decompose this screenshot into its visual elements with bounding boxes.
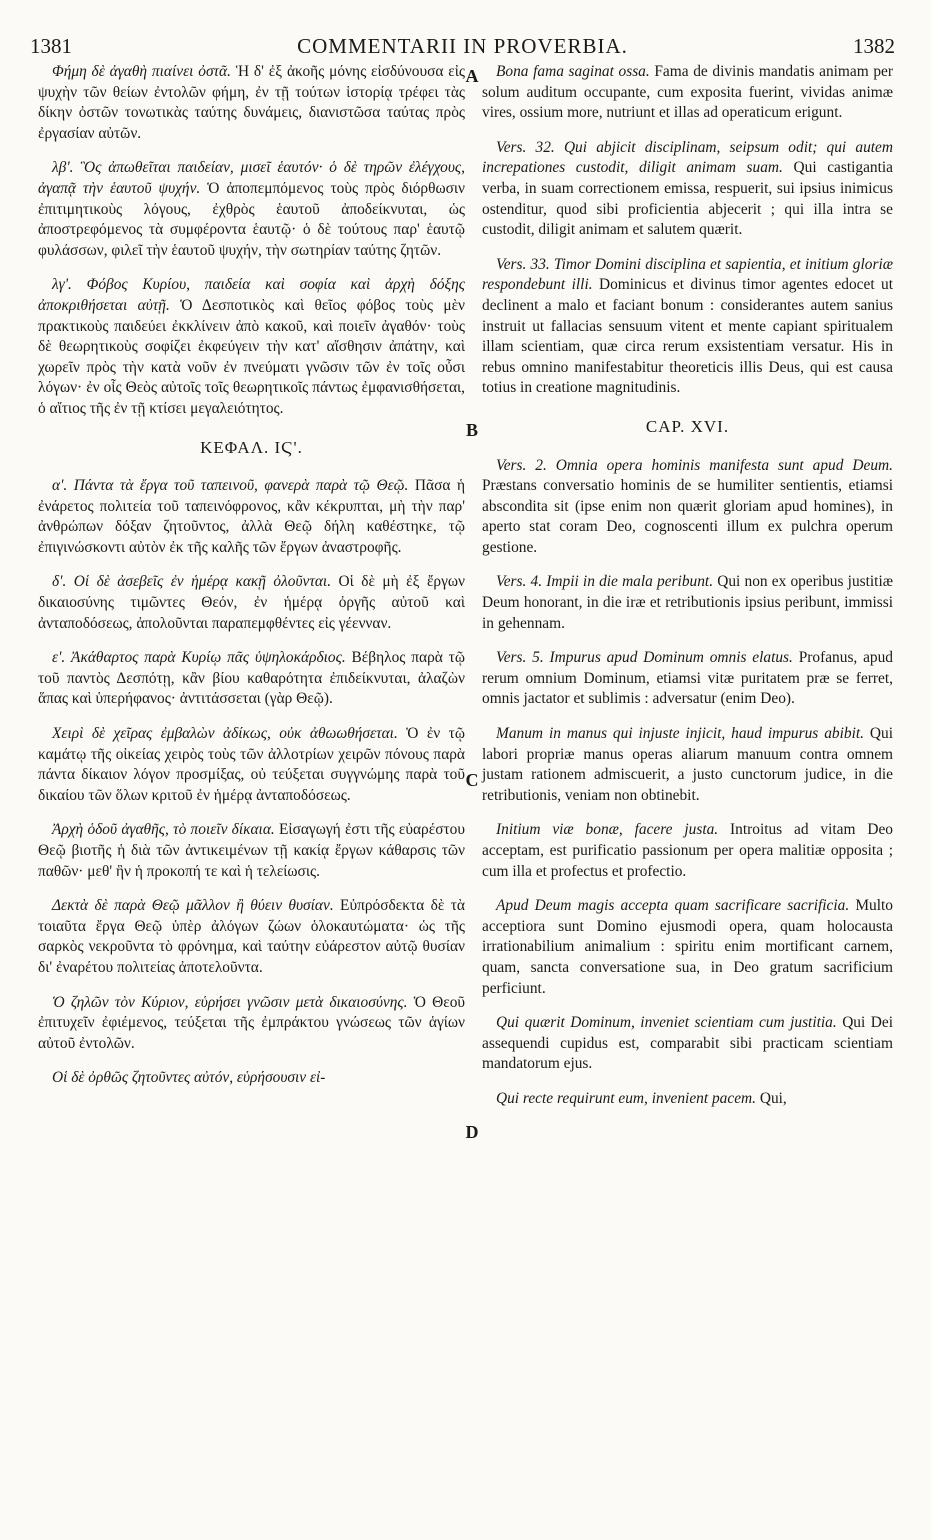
commentary-text: Qui non ex operibus justitiæ Deum honorant, in die iræ et retributionis ipsius peribunt, immissi in gehennam. [482, 573, 893, 632]
commentary-text: Introitus ad vitam Deo acceptam, est purificatio passionum per opera malitiæ opposita ; cum illa et profectus et profectio. [482, 821, 893, 880]
greek-paragraph [38, 648, 465, 710]
commentary-text: Βέβηλος παρὰ τῷ τοῦ παντὸς Δεσπότῃ, κἂν βίου καθαρότητα ἐπιδείκνυται, ἀλαζὼν ἅπας καὶ ὑπερήφανος· ἀντιτάσσεται (γὰρ Θεῷ). [38, 649, 465, 708]
greek-paragraph [38, 724, 465, 806]
verse-lemma: α'. Πάντα τὰ ἔργα τοῦ ταπεινοῦ, φανερὰ παρὰ τῷ Θεῷ. [52, 477, 409, 495]
margin-letter-a: A [465, 66, 479, 86]
commentary-text: Qui castigantia verba, in suam correctionem emissa, respuerit, sui ipsius inimicus ostenditur, quod sibi proficientia abjecerit ; qui illa intra se custodit, diligit animam et salutem quærit. [482, 159, 894, 239]
verse-lemma: Bona fama saginat ossa. [496, 63, 650, 80]
commentary-text: Ὁ ἐν τῷ καμάτῳ τῆς οἰκείας χειρὸς τοὺς τῶν ἀλλοτρίων χειρῶν πόνους παρὰ πάντα δίκαιον λόγον προσμίξας, οὐ τεύξεται συγγνώμης παρὰ τοῦ δικαίου τῶν ὅλων κριτοῦ ἐν ἡμέρᾳ ἀνταποδόσεως. [38, 725, 465, 804]
verse-lemma: Vers. 2. Omnia opera hominis manifesta sunt apud Deum. [496, 456, 893, 474]
latin-paragraph [482, 456, 893, 559]
latin-paragraph [482, 1013, 893, 1075]
greek-paragraph [38, 572, 465, 634]
greek-paragraph [38, 158, 465, 261]
verse-lemma: Δεκτὰ δὲ παρὰ Θεῷ μᾶλλον ἢ θύειν θυσίαν. [52, 897, 334, 915]
latin-paragraph [482, 820, 893, 882]
commentary-text: Ὁ Δεσποτικὸς καὶ θεῖος φόβος τοὺς μὲν πρακτικοὺς παιδεύει ἐκκλίνειν ἀπὸ κακοῦ, καὶ ποιεῖν ἀγαθόν· τοὺς δὲ θεωρητικοὺς σοφίζει ἐκφεύγειν τὴν κατ' αἴσθησιν ἀπάτην, καὶ χωρεῖν πρὸς τὴν κατὰ νοῦν ἐν πνεύματι γνῶσιν τῶν ἐν τοῖς οὖσι λόγων· ἐν οἷς Θεὸς αὐτοῖς τοῖς θεωρητικοῖς πάντως ἐμφανισθήσεται, ὁ αἴτιος τῆς ἐν τῇ κτίσει μεγαλειότητος. [38, 296, 466, 417]
commentary-text: Præstans conversatio hominis de se humiliter sentientis, etiamsi abscondita sit (ipse enim non quærit gloriam apud homines), in aperto stat coram Deo, cognoscenti illum ex pulchra operum gestione. [482, 477, 893, 556]
verse-lemma: Qui quærit Dominum, inveniet scientiam cum justitia. [496, 1014, 837, 1032]
commentary-text: Qui labori propriæ manus operas aliarum manuum contra omnem justam rationem admiscuerit, a justo cunctorum judice, in die retributionis, veniam non obtinebit. [482, 725, 893, 804]
verse-lemma: Ἀρχὴ ὁδοῦ ἀγαθῆς, τὸ ποιεῖν δίκαια. [52, 821, 275, 839]
running-title: COMMENTARII IN PROVERBIA. [297, 34, 628, 58]
commentary-text: Qui Dei assequendi cupidus est, comparabit sibi practicam scientiam mandatorum ejus. [482, 1014, 893, 1073]
left-page-number: 1381 [30, 34, 72, 58]
commentary-text: Πᾶσα ἡ ἐνάρετος πολιτεία τοῦ ταπεινόφρονος, κἂν κέκρυπται, μὴ τὴν παρ' ἀνθρώπων δόξαν ζητοῦντος, ἀλλὰ Θεῷ δήλη καθέστηκε, τῷ ἐπιγινώσκοντι αὐτὸν ἐκ τῆς καλῆς τῶν ἔργων ἀναστροφῆς. [38, 477, 465, 556]
latin-paragraph [482, 724, 893, 806]
commentary-text: Profanus, apud rerum omnium Dominum, etiamsi vitæ puritatem præ se ferret, omnis jactator et sublimis : adversatur (enim Deo). [482, 649, 893, 708]
greek-paragraph [38, 275, 465, 419]
latin-paragraph [482, 62, 893, 124]
commentary-text: Ἡ δ' ἐξ ἀκοῆς μόνης εἰσδύνουσα εἰς ψυχὴν τῶν θείων ἐντολῶν φήμη, ἐν τῇ τούτων ἱστορίᾳ τρέφει τὰς δίκην ὀστῶν τονωτικὰς ταύτης δυνάμεις, διανιστῶσα ταύτας πρὸς ἐργασίαν αὐτῶν. [38, 63, 465, 142]
greek-paragraph [38, 820, 465, 882]
greek-paragraph [38, 62, 465, 144]
verse-lemma: δ'. Οἱ δὲ ἀσεβεῖς ἐν ἡμέρᾳ κακῇ ὀλοῦνται. [52, 573, 332, 591]
commentary-text: Εἰσαγωγή ἐστι τῆς εὐαρέστου Θεῷ βιοτῆς ἡ διὰ τῶν ἀντικειμένων τῇ κακίᾳ ἔργων κάθαρσις τῶν παθῶν· μεθ' ἣν ἡ προκοπή τε καὶ ἡ τελείωσις. [38, 821, 465, 880]
latin-paragraph [482, 648, 893, 710]
verse-lemma: Χειρὶ δὲ χεῖρας ἐμβαλὼν ἀδίκως, οὐκ ἀθωωθήσεται. [52, 725, 398, 743]
margin-letter-d: D [465, 1122, 479, 1142]
latin-paragraph [482, 896, 893, 999]
commentary-text: Dominicus et divinus timor agentes edocet ut declinent a malo et faciant bonum : considerantes autem sanius instruit ut fallacias sensuum vitent et mente capiant spiritualem illam scientiam, quæ circa rerum exsistentiam versatur. His in rebus omnino manifestabitur theoreticis illis Deus, qui est causa totius in creatione magnitudinis. [482, 276, 893, 397]
commentary-text: Multo acceptiora sunt Domino ejusmodi opera, quam holocausta irrationabilium animalium : spiritu enim mortificant carnem, quam, sancta conversatione sua, in Deo gratum sacrificium perficiunt. [482, 897, 894, 997]
verse-lemma: Manum in manus qui injuste injicit, haud impurus abibit. [496, 725, 864, 743]
greek-paragraph [38, 896, 465, 978]
commentary-text: Εὐπρόσδεκτα δὲ τὰ τοιαῦτα ἔργα Θεῷ ὑπὲρ ἀλόγων ζώων ὁλοκαυτώματα· ὡς τῆς σαρκὸς νεκροῦντα τὸ φρόνημα, καὶ ταύτην εὐάρεστον αὐτῷ θυσίαν δι' ἐναρέτου πολιτείας ἀποτελοῦντα. [38, 897, 465, 976]
latin-paragraph [482, 572, 893, 634]
greek-paragraph [38, 1068, 465, 1089]
latin-chapter-heading: CAP. XVI. [645, 416, 730, 436]
commentary-text: Οἱ δὲ μὴ ἐξ ἔργων δικαιοσύνης τιμῶντες Θεόν, ἐν ἡμέρᾳ ὀργῆς αὐτοῦ καὶ ἀνταποδόσεως, ἀπολοῦνται παραπεμφθέντες εἰς γέενναν. [38, 573, 465, 632]
commentary-text: Qui, [756, 1089, 787, 1107]
verse-lemma: Apud Deum magis accepta quam sacrificare sacrificia. [496, 897, 850, 915]
verse-lemma: Φήμη δὲ ἀγαθὴ πιαίνει ὀστᾶ. [52, 63, 231, 80]
verse-lemma: Vers. 5. Impurus apud Dominum omnis elatus. [496, 649, 793, 667]
greek-chapter-heading: ΚΕΦΑΛ. ΙϚ'. [200, 437, 303, 457]
verse-lemma: Οἱ δὲ ὀρθῶς ζητοῦντες αὐτόν, εὑρήσουσιν εἰ- [52, 1069, 326, 1087]
verse-lemma: Ὁ ζηλῶν τὸν Κύριον, εὑρήσει γνῶσιν μετὰ δικαιοσύνης. [52, 993, 408, 1011]
latin-paragraph [482, 1089, 893, 1110]
latin-paragraph [482, 255, 893, 399]
verse-lemma: λβ'. Ὃς ἀπωθεῖται παιδείαν, μισεῖ ἑαυτόν· ὁ δὲ τηρῶν ἐλέγχους, ἀγαπᾷ τὴν ἑαυτοῦ ψυχήν. [38, 159, 465, 197]
verse-lemma: Vers. 32. Qui abjicit disciplinam, seipsum odit; qui autem increpationes custodit, diligit animam suam. [482, 138, 893, 177]
commentary-text: Ὁ ἀποπεμπόμενος τοὺς πρὸς διόρθωσιν ἐπιτιμητικοὺς λόγους, ἐχθρὸς ἑαυτοῦ ἀποδείκνυται, ὡς ἀποστρεφόμενος τὰ συμφέροντα ἑαυτῷ· ὁ δὲ τούτους παρ' ἑαυτῷ φυλάσσων, φιλεῖ τὴν ἑαυτοῦ ψυχήν, τὴν σωτηρίαν ταύτης ζητῶν. [38, 179, 465, 259]
running-header [30, 34, 895, 64]
greek-paragraph [38, 476, 465, 558]
greek-column [38, 62, 465, 1103]
right-page-number: 1382 [853, 34, 895, 58]
verse-lemma: ε'. Ἀκάθαρτος παρὰ Κυρίῳ πᾶς ὑψηλοκάρδιος. [52, 649, 346, 667]
latin-column [482, 62, 893, 1124]
commentary-text: Fama de divinis mandatis animam per solum auditum occupante, cum exposita fuerint, vividas animæ vires, ossium more, nutriunt et illas ad operaticum erigunt. [482, 63, 893, 122]
margin-letter-c: C [465, 770, 479, 790]
commentary-text: Ὁ Θεοῦ ἐπιτυχεῖν ἐφιέμενος, τεύξεται τῆς ἐμπράκτου γνώσεως τῶν ἁγίων αὐτοῦ ἐντολῶν. [38, 993, 466, 1052]
verse-lemma: Initium viæ bonæ, facere justa. [496, 821, 719, 839]
verse-lemma: Vers. 33. Timor Domini disciplina et sapientia, et initium gloriæ respondebunt illi. [482, 255, 893, 294]
verse-lemma: Vers. 4. Impii in die mala peribunt. [496, 573, 714, 591]
latin-paragraph [482, 138, 893, 241]
greek-paragraph [38, 993, 465, 1055]
verse-lemma: λγ'. Φόβος Κυρίου, παιδεία καὶ σοφία καὶ ἀρχὴ δόξης ἀποκριθήσεται αὐτῇ. [38, 276, 465, 314]
verse-lemma: Qui recte requirunt eum, invenient pacem. [496, 1089, 756, 1107]
margin-letter-b: B [465, 420, 478, 440]
